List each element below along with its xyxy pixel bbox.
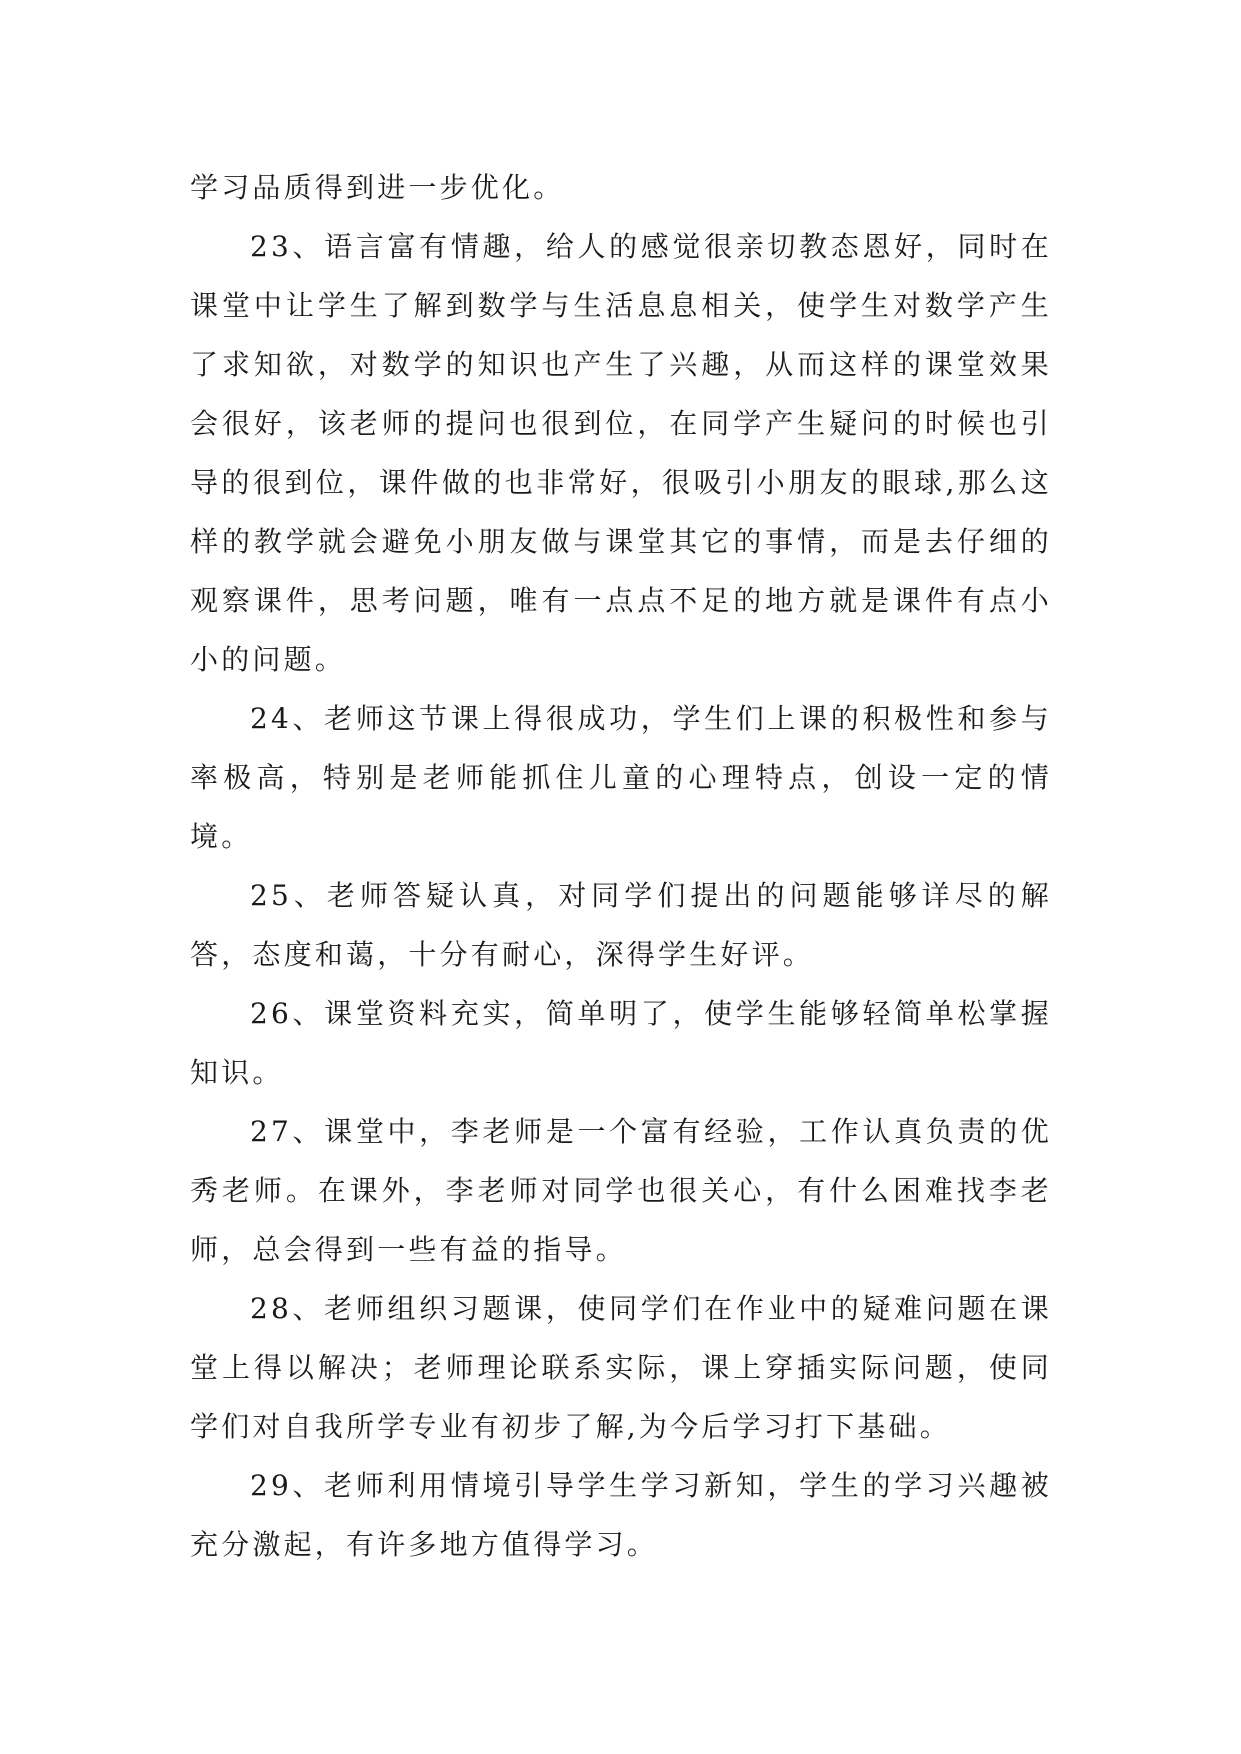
paragraph-24: 24、老师这节课上得很成功，学生们上课的积极性和参与率极高，特别是老师能抓住儿童的心理特点，创设一定的情境。 [190, 702, 1052, 853]
paragraph-27: 27、课堂中，李老师是一个富有经验，工作认真负责的优秀老师。在课外，李老师对同学也很关心，有什么困难找李老师，总会得到一些有益的指导。 [190, 1115, 1052, 1266]
document-body [190, 158, 1052, 1574]
paragraph-25: 25、老师答疑认真，对同学们提出的问题能够详尽的解答，态度和蔼，十分有耐心，深得学生好评。 [190, 879, 1052, 971]
paragraph-28: 28、老师组织习题课，使同学们在作业中的疑难问题在课堂上得以解决；老师理论联系实际，课上穿插实际问题，使同学们对自我所学专业有初步了解,为今后学习打下基础。 [190, 1292, 1052, 1443]
paragraph-29: 29、老师利用情境引导学生学习新知，学生的学习兴趣被充分激起，有许多地方值得学习。 [190, 1469, 1052, 1561]
paragraph-continuation: 学习品质得到进一步优化。 [190, 171, 565, 204]
paragraph-26: 26、课堂资料充实，简单明了，使学生能够轻简单松掌握知识。 [190, 997, 1052, 1089]
paragraph-23: 23、语言富有情趣，给人的感觉很亲切教态恩好，同时在课堂中让学生了解到数学与生活息息相关，使学生对数学产生了求知欲，对数学的知识也产生了兴趣，从而这样的课堂效果会很好，该老师的提问也很到位，在同学产生疑问的时候也引导的很到位，课件做的也非常好，很吸引小朋友的眼球,那么这样的教学就会避免小朋友做与课堂其它的事情，而是去仔细的观察课件，思考问题，唯有一点点不足的地方就是课件有点小小的问题。 [190, 230, 1052, 676]
